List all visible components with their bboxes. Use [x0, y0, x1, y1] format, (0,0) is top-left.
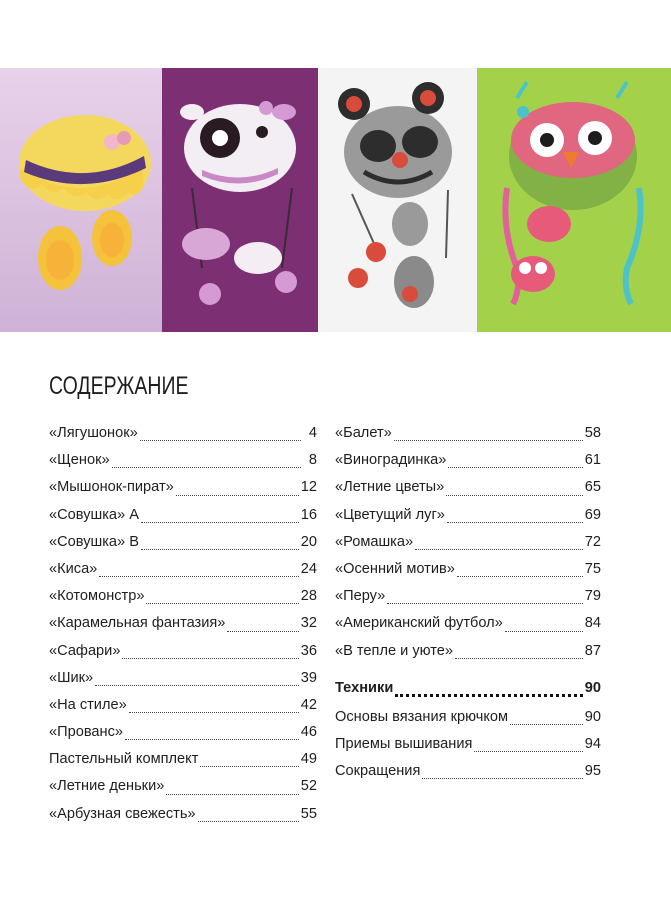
toc-entry[interactable]	[335, 505, 601, 532]
toc-entry-page: 32	[300, 615, 317, 632]
leader-dots	[99, 575, 298, 577]
leader-dots	[227, 630, 298, 632]
toc-entry-label: «Ромашка»	[335, 533, 414, 550]
leader-dots	[455, 657, 583, 659]
leader-dots	[395, 693, 582, 697]
leader-dots	[446, 494, 583, 496]
toc-entry-label: Основы вязания крючком	[335, 708, 509, 725]
leader-dots	[129, 711, 299, 713]
photo-cow-hat	[162, 68, 318, 332]
toc-entry-page: 90	[584, 708, 601, 725]
toc-entry-label: Пастельный комплект	[49, 751, 199, 768]
toc-entry[interactable]	[335, 761, 601, 788]
leader-dots	[422, 777, 582, 779]
toc-entry[interactable]	[335, 613, 601, 640]
toc-entry-page: 72	[584, 533, 601, 550]
toc-entry-page: 84	[584, 615, 601, 632]
toc-section-label: Техники	[335, 679, 394, 696]
toc-entry[interactable]	[49, 450, 317, 477]
toc-entry-label: «Виноградинка»	[335, 452, 447, 469]
toc-entry-page: 55	[300, 805, 317, 822]
toc-entry-label: «На стиле»	[49, 696, 127, 713]
toc-entry[interactable]	[335, 734, 601, 761]
toc-entry[interactable]	[49, 423, 317, 450]
toc-entry-page: 94	[584, 736, 601, 753]
toc-entry-label: «Совушка» В	[49, 533, 139, 550]
toc-entry-page: 36	[300, 642, 317, 659]
leader-dots	[198, 820, 299, 822]
toc-section-page: 90	[584, 679, 601, 696]
leader-dots	[140, 439, 301, 441]
leader-dots	[447, 521, 583, 523]
toc-entry-page: 65	[584, 479, 601, 496]
leader-dots	[166, 793, 298, 795]
toc-entry-page: 61	[584, 452, 601, 469]
toc-entry-page: 4	[308, 425, 317, 441]
toc-entry-label: «Лягушонок»	[49, 425, 138, 441]
toc-entry[interactable]	[335, 586, 601, 613]
leader-dots	[457, 575, 583, 577]
leader-dots	[141, 548, 299, 550]
toc-entry[interactable]	[335, 559, 601, 586]
toc-entry[interactable]	[49, 613, 317, 640]
toc-entry-page: 46	[300, 724, 317, 741]
toc-entry-label: «Балет»	[335, 425, 392, 441]
toc-entry-label: «Карамельная фантазия»	[49, 615, 226, 632]
toc-entry-label: «Шик»	[49, 669, 94, 686]
toc-entry-label: «Цветущий луг»	[335, 506, 445, 523]
leader-dots	[387, 602, 583, 604]
toc-entry-label: «Сафари»	[49, 642, 121, 659]
photo-strip	[0, 68, 671, 332]
toc-entry[interactable]	[49, 695, 317, 722]
toc-entry-page: 69	[584, 506, 601, 523]
toc-entry-page: 42	[300, 696, 317, 713]
toc-entry[interactable]	[49, 804, 317, 831]
leader-dots	[112, 466, 301, 468]
toc-entry[interactable]	[49, 641, 317, 668]
toc-entry-label: Сокращения	[335, 763, 421, 780]
toc-entry-label: «Котомонстр»	[49, 588, 145, 605]
toc-entry-page: 95	[584, 763, 601, 780]
leader-dots	[415, 548, 583, 550]
photo-owl-hat	[477, 68, 671, 332]
toc-entry-label: «Мышонок-пират»	[49, 479, 174, 496]
leader-dots	[510, 723, 583, 725]
toc-entry[interactable]	[335, 450, 601, 477]
photo-yellow-hat	[0, 68, 162, 332]
toc-entry-label: «Прованс»	[49, 724, 124, 741]
toc-entry-page: 24	[300, 560, 317, 577]
toc-entry-label: «Совушка» А	[49, 506, 139, 523]
toc-entry-page: 75	[584, 560, 601, 577]
toc-entry-label: «Американский футбол»	[335, 615, 503, 632]
toc-entry-page: 12	[300, 479, 317, 496]
toc-entry-label: «Перу»	[335, 588, 386, 605]
toc-entry-label: «Киса»	[49, 560, 98, 577]
toc-column-right	[335, 423, 601, 788]
toc-entry-page: 49	[300, 751, 317, 768]
toc-entry[interactable]	[49, 559, 317, 586]
toc-entry[interactable]	[49, 532, 317, 559]
toc-entry-page: 39	[300, 669, 317, 686]
toc-entry-page: 58	[584, 425, 601, 441]
toc-entry[interactable]	[49, 722, 317, 749]
toc-entry-label: «Летние цветы»	[335, 479, 445, 496]
leader-dots	[95, 684, 299, 686]
toc-entry-page: 8	[308, 452, 317, 469]
toc-entry[interactable]	[335, 477, 601, 504]
toc-entry[interactable]	[49, 505, 317, 532]
leader-dots	[200, 765, 298, 767]
leader-dots	[505, 630, 583, 632]
toc-entry[interactable]	[335, 532, 601, 559]
toc-entry-page: 28	[300, 588, 317, 605]
toc-entry[interactable]	[49, 668, 317, 695]
toc-entry-page: 79	[584, 588, 601, 605]
leader-dots	[176, 494, 299, 496]
toc-entry-label: Приемы вышивания	[335, 736, 473, 753]
leader-dots	[141, 521, 299, 523]
page-title: СОДЕРЖАНИЕ	[49, 372, 189, 400]
toc-entry-page: 16	[300, 506, 317, 523]
toc-section-techniques[interactable]	[335, 678, 601, 705]
toc-entry[interactable]	[49, 776, 317, 803]
toc-entry-label: «Летние деньки»	[49, 778, 165, 795]
photo-mouse-hat	[318, 68, 477, 332]
toc-entry-label: «В тепле и уюте»	[335, 642, 454, 659]
toc-entry[interactable]	[49, 586, 317, 613]
leader-dots	[146, 602, 298, 604]
toc-entry[interactable]	[335, 423, 601, 450]
leader-dots	[122, 657, 298, 659]
toc-entry-page: 20	[300, 533, 317, 550]
toc-entry[interactable]	[49, 749, 317, 776]
leader-dots	[394, 439, 583, 441]
toc-entry[interactable]	[49, 477, 317, 504]
leader-dots	[448, 466, 582, 468]
toc-column-left	[49, 423, 317, 831]
toc-entry-label: «Щенок»	[49, 452, 110, 469]
toc-entry[interactable]	[335, 707, 601, 734]
toc-entry-label: «Осенний мотив»	[335, 560, 455, 577]
toc-entry-page: 87	[584, 642, 601, 659]
leader-dots	[474, 750, 582, 752]
toc-entry-page: 52	[300, 778, 317, 795]
leader-dots	[125, 738, 299, 740]
toc-entry-label: «Арбузная свежесть»	[49, 805, 196, 822]
toc-entry[interactable]	[335, 641, 601, 668]
